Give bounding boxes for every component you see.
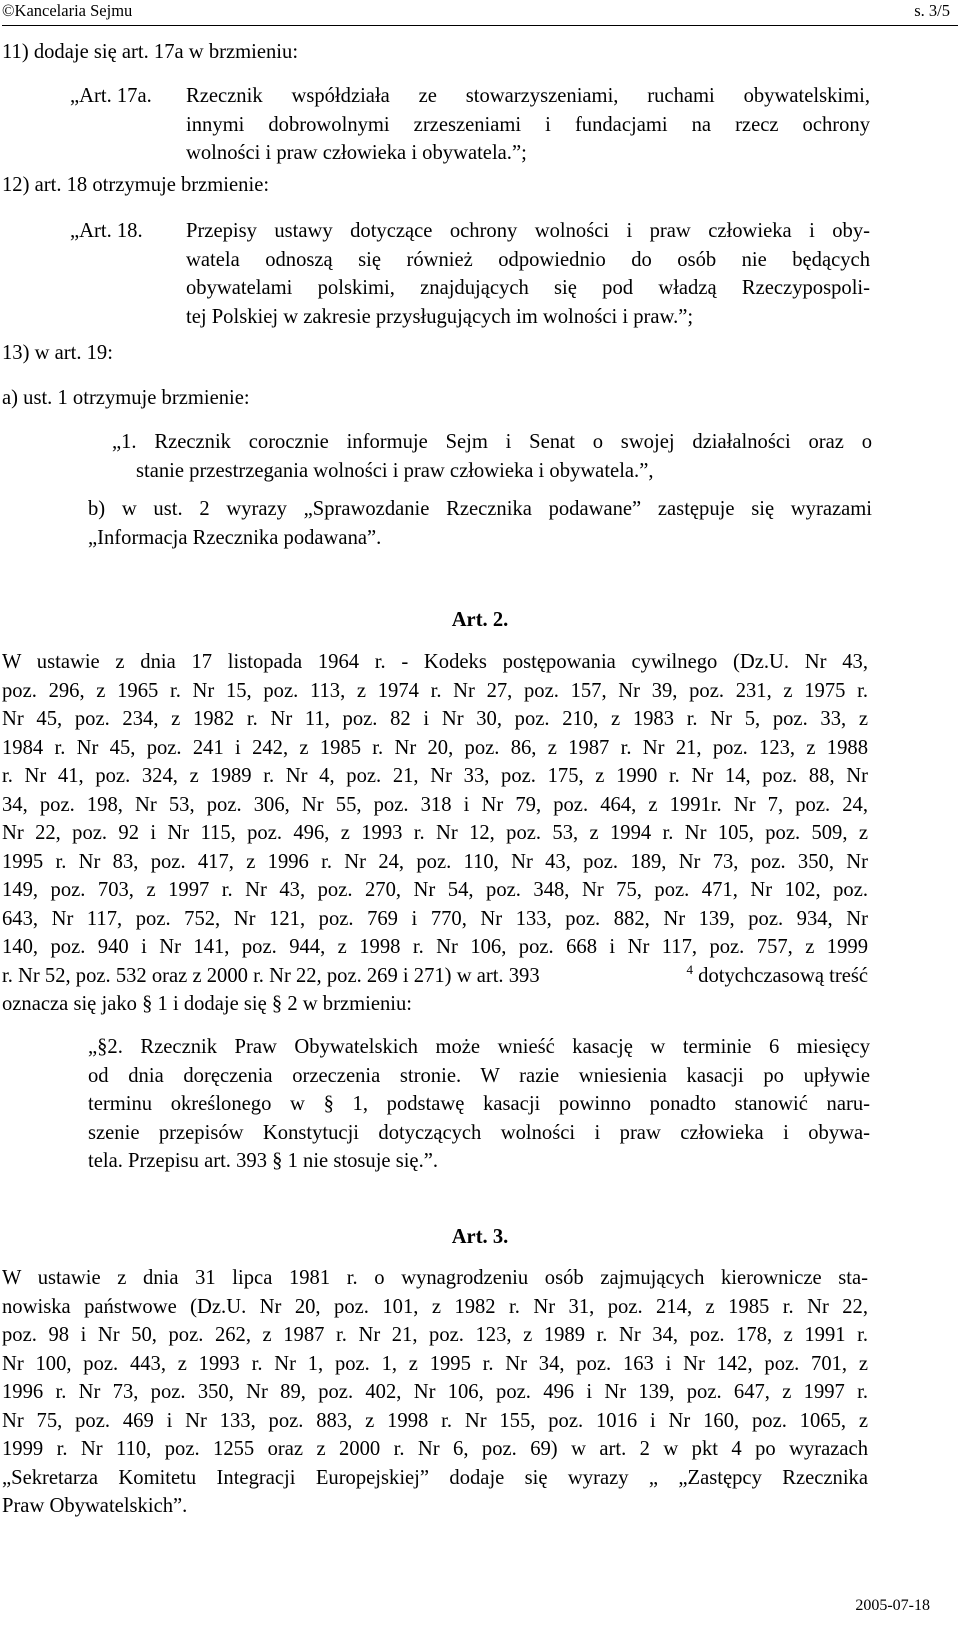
par-2-text xyxy=(88,1033,870,1176)
text-part: dotychczasową treść xyxy=(693,964,868,987)
text-part xyxy=(687,962,868,991)
header-page-number: s. 3/5 xyxy=(914,1,950,20)
text-line: b) w ust. 2 wyrazy „Sprawozdanie Rzecznika podawane” zastępuje się wyrazami xyxy=(88,498,872,520)
text-line: „Informacja Rzecznika podawana”. xyxy=(88,526,382,549)
page-header xyxy=(2,0,958,26)
superscript: 4 xyxy=(686,961,694,977)
text-line: od dnia doręczenia orzeczenia stronie. W razie wniesienia kasacji po upływie xyxy=(88,1064,870,1087)
page-footer-date: 2005-07-18 xyxy=(855,1597,930,1614)
text-line: poz. 98 i Nr 50, poz. 262, z 1987 r. Nr 21, poz. 123, z 1989 r. Nr 34, poz. 178, z 1991 r. xyxy=(2,1324,868,1346)
text-line: W ustawie z dnia 31 lipca 1981 r. o wynagrodzeniu osób zajmujących kierownicze sta- xyxy=(2,1267,868,1289)
text-line: stanie przestrzegania wolności i praw człowieka i obywatela.”, xyxy=(136,459,654,482)
art-3-text xyxy=(2,1264,868,1521)
text-part: r. Nr 52, poz. 532 oraz z 2000 r. Nr 22, poz. 269 i 271) w art. 393 xyxy=(2,964,540,987)
text-line: „§2. Rzecznik Praw Obywatelskich może wnieść kasację w terminie 6 miesięcy xyxy=(88,1036,870,1058)
text-line: innymi dobrowolnymi zrzeszeniami i fundacjami na rzecz ochrony xyxy=(186,113,870,136)
text-line: Przepisy ustawy dotyczące ochrony wolności i praw człowieka i oby- xyxy=(186,220,870,242)
text-line: „1. Rzecznik corocznie informuje Sejm i Senat o swojej działalności oraz o xyxy=(112,431,872,453)
item-12: 12) art. 18 otrzymuje brzmienie: xyxy=(2,174,270,196)
text-line: Nr 100, poz. 443, z 1993 r. Nr 1, poz. 1, z 1995 r. Nr 34, poz. 163 i Nr 142, poz. 701, z xyxy=(2,1352,868,1375)
ust-1-text xyxy=(112,428,872,485)
text-line: szenie przepisów Konstytucji dotyczących wolności i praw człowieka i obywa- xyxy=(88,1121,870,1144)
text-line: tej Polskiej w zakresie przysługujących im wolności i praw.”; xyxy=(186,305,694,328)
text-line: „Sekretarza Komitetu Integracji Europejskiej” dodaje się wyrazy „ „Zastępcy Rzecznika xyxy=(2,1466,868,1489)
text-line: watela odnoszą się również odpowiednio do osób nie będących xyxy=(186,248,870,271)
item-13a: a) ust. 1 otrzymuje brzmienie: xyxy=(2,387,250,409)
text-line: 140, poz. 940 i Nr 141, poz. 944, z 1998 r. Nr 106, poz. 668 i Nr 117, poz. 757, z 1999 xyxy=(2,936,868,958)
text-line: 1999 r. Nr 110, poz. 1255 oraz z 2000 r. Nr 6, poz. 69) w art. 2 w pkt 4 po wyrazach xyxy=(2,1438,868,1460)
text-line: wolności i praw człowieka i obywatela.”; xyxy=(186,142,527,164)
art-17a-text xyxy=(186,82,870,168)
text-line: 643, Nr 117, poz. 752, Nr 121, poz. 769 i 770, Nr 133, poz. 882, Nr 139, poz. 934, Nr xyxy=(2,907,868,930)
text-line: nowiska państwowe (Dz.U. Nr 20, poz. 101, z 1982 r. Nr 31, poz. 214, z 1985 r. Nr 22, xyxy=(2,1295,868,1318)
text-line: tela. Przepisu art. 393 § 1 nie stosuje się.”. xyxy=(88,1150,439,1172)
text-line: Praw Obywatelskich”. xyxy=(2,1495,188,1517)
text-line: r. Nr 41, poz. 324, z 1989 r. Nr 4, poz. 21, Nr 33, poz. 175, z 1990 r. Nr 14, poz. 88, Nr xyxy=(2,765,868,787)
text-line: 34, poz. 198, Nr 53, poz. 306, Nr 55, poz. 318 i Nr 79, poz. 464, z 1991r. Nr 7, poz. 24, xyxy=(2,793,868,816)
item-13: 13) w art. 19: xyxy=(2,342,113,364)
text-line: Nr 45, poz. 234, z 1982 r. Nr 11, poz. 82 i Nr 30, poz. 210, z 1983 r. Nr 5, poz. 33, z xyxy=(2,708,868,730)
text-line: W ustawie z dnia 17 listopada 1964 r. - Kodeks postępowania cywilnego (Dz.U. Nr 43, xyxy=(2,651,868,673)
text-line: obywatelami polskimi, znajdujących się pod władzą Rzeczypospoli- xyxy=(186,277,870,299)
art-2-text xyxy=(2,648,868,1019)
item-13b xyxy=(88,495,872,552)
header-source: ©Kancelaria Sejmu xyxy=(2,1,133,20)
art-17a-label: „Art. 17a. xyxy=(70,85,152,107)
art-18-text xyxy=(186,217,870,331)
text-line: Rzecznik współdziała ze stowarzyszeniami, ruchami obywatelskimi, xyxy=(186,85,870,107)
text-line: Nr 75, poz. 469 i Nr 133, poz. 883, z 1998 r. Nr 155, poz. 1016 i Nr 160, poz. 1065, z xyxy=(2,1409,868,1432)
text-line: 1996 r. Nr 73, poz. 350, Nr 89, poz. 402, Nr 106, poz. 496 i Nr 139, poz. 647, z 1997 r. xyxy=(2,1381,868,1403)
text-line-with-superscript xyxy=(2,962,868,991)
art-18-label: „Art. 18. xyxy=(70,220,143,242)
text-line: Nr 22, poz. 92 i Nr 115, poz. 496, z 1993 r. Nr 12, poz. 53, z 1994 r. Nr 105, poz. 509, z xyxy=(2,822,868,844)
text-line: oznacza się jako § 1 i dodaje się § 2 w brzmieniu: xyxy=(2,993,413,1015)
art-2-heading: Art. 2. xyxy=(451,609,509,631)
spacer xyxy=(540,962,687,991)
text-line: 1995 r. Nr 83, poz. 417, z 1996 r. Nr 24, poz. 110, Nr 43, poz. 189, Nr 73, poz. 350, Nr xyxy=(2,850,868,873)
text-line: 149, poz. 703, z 1997 r. Nr 43, poz. 270, Nr 54, poz. 348, Nr 75, poz. 471, Nr 102, poz. xyxy=(2,879,868,901)
item-11: 11) dodaje się art. 17a w brzmieniu: xyxy=(2,41,299,63)
text-line: terminu określonego w § 1, podstawę kasacji powinno ponadto stanowić naru- xyxy=(88,1093,870,1115)
text-line: poz. 296, z 1965 r. Nr 15, poz. 113, z 1974 r. Nr 27, poz. 157, Nr 39, poz. 231, z 1975 r. xyxy=(2,679,868,702)
art-3-heading: Art. 3. xyxy=(451,1226,509,1248)
text-line: 1984 r. Nr 45, poz. 241 i 242, z 1985 r. Nr 20, poz. 86, z 1987 r. Nr 21, poz. 123, z 1988 xyxy=(2,736,868,759)
